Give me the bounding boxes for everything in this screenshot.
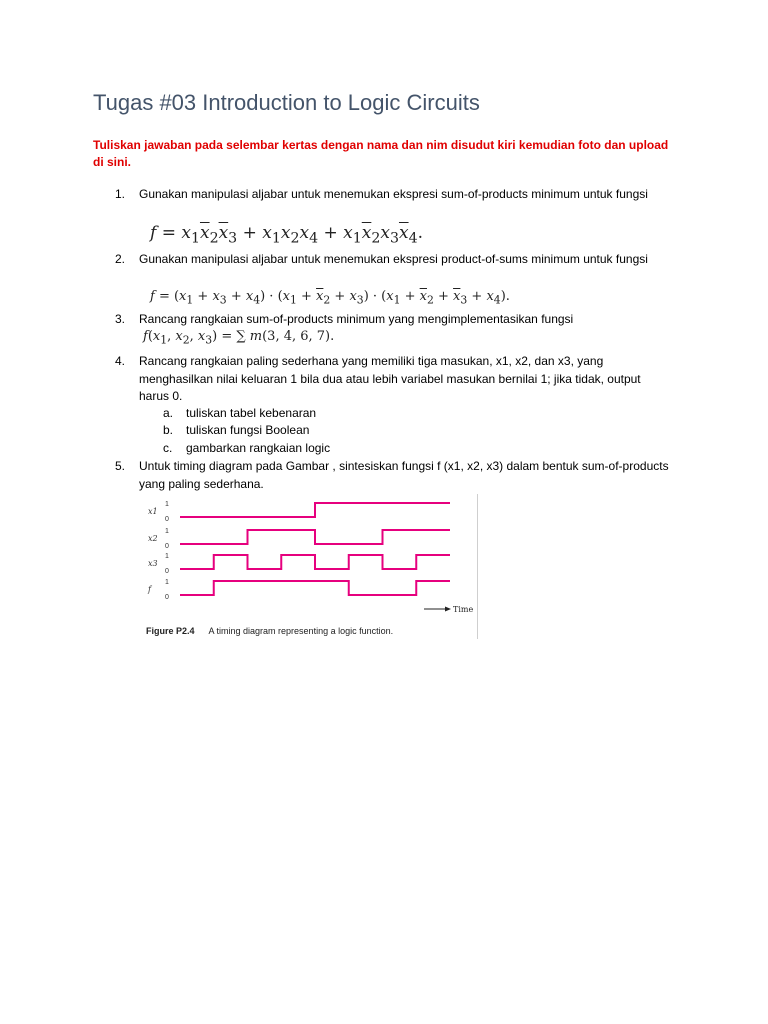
level-high-label: 1 (165, 528, 169, 535)
signal-waveform-x3 (180, 555, 450, 569)
timing-diagram-figure (140, 494, 480, 639)
formula-2: $f = (x_1 + x_3 + x_4) \cdot (x_1 + \overline{x}_2 + x_3) \cdot (x_1 + \overline{x}_2 + \overline{x}_3 + x_4)$. (150, 289, 510, 307)
signal-label: x1 (148, 507, 158, 516)
formula-1: $f = x_1\overline{x}_2\overline{x}_3 + x_1x_2x_4 + x_1\overline{x}_2x_3\overline{x}_4$. (150, 223, 423, 247)
signal-row-f (147, 579, 450, 601)
subitem-label: c. (163, 441, 173, 455)
level-low-label: 0 (165, 543, 169, 550)
question-number: 5. (115, 459, 126, 473)
caption-text: A timing diagram representing a logic function. (208, 626, 394, 636)
signal-row-x2 (148, 528, 450, 550)
question-5 (115, 458, 675, 494)
question-number: 1. (115, 187, 126, 201)
signal-row-x1 (148, 501, 450, 523)
subitem-text: tuliskan fungsi Boolean (186, 423, 310, 437)
level-low-label: 0 (165, 516, 169, 523)
signal-label: f (148, 585, 151, 594)
time-axis (424, 605, 473, 614)
level-high-label: 1 (165, 579, 169, 586)
question-4 (115, 353, 675, 407)
question-text: Untuk timing diagram pada Gambar , sintesiskan fungsi f (x1, x2, x3) dalam bentuk sum-of-products yang paling sederhana. (139, 459, 669, 491)
time-label: Time (453, 605, 474, 614)
question-2 (115, 251, 675, 287)
question-3 (115, 311, 675, 329)
signal-row-x3 (148, 553, 450, 575)
subitem-label: b. (163, 423, 174, 437)
signal-label: x3 (148, 559, 158, 568)
timing-diagram (140, 494, 480, 624)
subitem-text: gambarkan rangkaian logic (186, 441, 331, 455)
time-arrow-head (445, 607, 451, 612)
figure-caption (146, 626, 393, 636)
caption-label: Figure P2.4 (146, 626, 195, 636)
question-number: 4. (115, 354, 126, 368)
figure-border (477, 494, 478, 639)
level-low-label: 0 (165, 568, 169, 575)
level-high-label: 1 (165, 553, 169, 560)
signal-waveform-x1 (180, 503, 450, 517)
question-text: Gunakan manipulasi aljabar untuk menemukan ekspresi sum-of-products minimum untuk fungsi (139, 187, 648, 201)
question-1 (115, 186, 675, 222)
level-high-label: 1 (165, 501, 169, 508)
formula-3: $f(x_1$, $x_2$, $x_3$) = ∑ m(3, 4, 6, 7). (143, 329, 335, 347)
question-text: Rancang rangkaian sum-of-products minimum yang mengimplementasikan fungsi (139, 312, 574, 326)
level-low-label: 0 (165, 594, 169, 601)
question-text: Gunakan manipulasi aljabar untuk menemukan ekspresi product-of-sums minimum untuk fungsi (139, 252, 648, 266)
subitem-label: a. (163, 406, 174, 420)
signal-label: x2 (148, 534, 158, 543)
question-text: Rancang rangkaian paling sederhana yang memiliki tiga masukan, x1, x2, dan x3, yang menghasilkan nilai keluaran 1 bila dua atau lebih variabel masukan bernilai 1; jika tidak, output harus 0. (139, 354, 641, 403)
instruction-note: Tuliskan jawaban pada selembar kertas dengan nama dan nim disudut kiri kemudian foto dan upload di sini. (93, 138, 669, 169)
signal-waveform-f (180, 581, 450, 595)
subitem-text: tuliskan tabel kebenaran (186, 406, 317, 420)
signal-waveform-x2 (180, 530, 450, 544)
page-title: Tugas #03 Introduction to Logic Circuits (93, 90, 480, 115)
question-number: 2. (115, 252, 126, 266)
question-number: 3. (115, 312, 126, 326)
